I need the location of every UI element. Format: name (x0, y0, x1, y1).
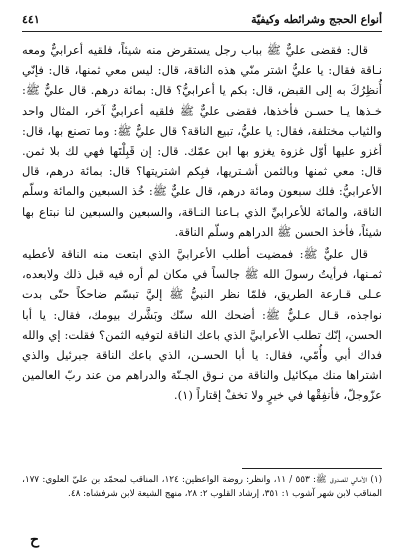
page-number: ٤٤١ (22, 12, 40, 26)
footnote-divider (242, 468, 382, 469)
paragraph: قال عليٌّ ﷺ: فمضيت أطلب الأعرابيَّ الذي ابتعت منه الناقة لأعطيه ثمـنها، فرأيتُ رسولَ الله ﷺ جالساً في مكان لم أره فيه قبل ذلك ولابعده، عـلى قـارعة الطريق، فلمّا نظر النبيُّ ﷺ إليَّ تبسّم ضاحكاً حتّى بدت نواجذه، قـال عـليٌّ ﷺ: أضحك الله سنّك وبَشَّرك بيومك، فقال: يا أبا الحسن، إنّك تطلب الأعرابيَّ الذي باعك الناقة لتوفيه الثمن؟ فقلت: إي والله فداك أبي وأُمّي، فقال: يا أبا الحسـن، الذي باعك الناقة جبرئيل والذي اشتراها منك ميكائيل والناقة من نـوق الجـنّة والدراهم من عند ربّ العالمين عزّوجلّ، فأنفِقْها في خيرٍ ولا تخفْ إقتاراً (١). (22, 247, 382, 403)
footnote-text: (١) الأمالي للصدوق ﷺ: ٥٥٣ / ١١، وانظر: روضة الواعظين: ١٢٤، المناقب لمحمّد بن عليّ العلوي: ١٧٧، المناقب لابن شهر آشوب ١: ٣٥١، إرشاد القلوب ٢: ٢٨، منهج الشيعة لابن شرفشاه: ٤٨. (22, 475, 382, 499)
paragraph: قال: فقضى عليٌّ ﷺ بباب رجل يستقرض منه شيئاً، فلقيه أعرابيٌّ ومعه نـاقة فقال: يا عليُّ اشتر منّي هذه الناقة، قال: ليس معي ثمنها، قال: فإنّي أُنظِرُكَ به إلى القبض، قال: بكم يا أعرابيُّ؟ قال: بمائة درهم. قال عليٌّ ﷺ: خـذها يـا حسـن فأخذها، فقضى عليٌّ ﷺ فلقيه أعرابيٌّ آخر، المثال واحد والثياب مختلفة، فقال: يا عليُّ، تبيع الناقة؟ قال عليٌّ ﷺ: وما تصنع بها، قال: أغزو عليها أوّل غزوة يغزو بها ابن عمّك. قال: إن قَبِلْتَها فهي لك بلا ثمن. قال: معي ثمنها وبالثمن أشـتريها، فبِكم اشتريتها؟ قال: بمائة درهم، قال الأعرابيُّ: فلك سبعون ومائة درهم، قال عليٌّ ﷺ: خُذ السبعين والمائة وسلّم الناقة، والمائة للأعرابيِّ الذي بـاعنا النـاقة، والسبعين والسبعين لنا نبتاع بها شيئاً، فأخذ الحسن ﷺ الدراهم وسلّم الناقة. (22, 43, 382, 239)
header-divider (22, 31, 382, 32)
running-header (22, 10, 382, 28)
printer-signature-mark: ح (30, 532, 40, 548)
header-title: أنواع الحجج وشرائطه وكيفيّة (251, 12, 382, 26)
main-text (22, 40, 382, 406)
footnote (22, 474, 382, 501)
